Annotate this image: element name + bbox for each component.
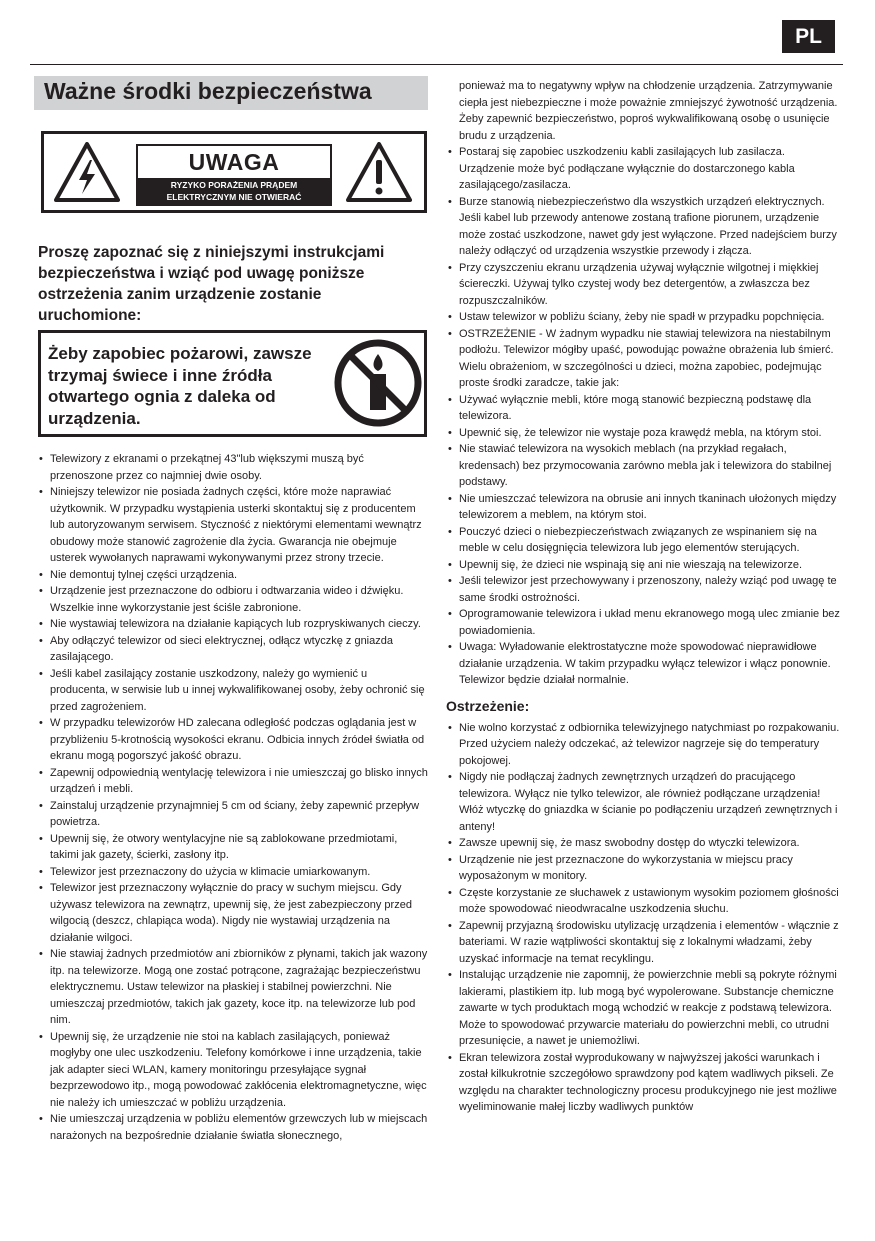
list-item: • Nie umieszczaj urządzenia w pobliżu elementów grzewczych lub w miejscach narażonych na bezpośrednie działanie światła słonecznego, <box>37 1111 428 1144</box>
list-item: • Upewnij się, że otwory wentylacyjne nie są zablokowane przedmiotami, takimi jak gazety, ścierki, zasłony itp. <box>37 831 428 864</box>
list-item: • Aby odłączyć telewizor od sieci elektrycznej, odłącz wtyczkę z gniazda zasilającego. <box>37 633 428 666</box>
language-badge: PL <box>782 20 835 53</box>
list-item: • Zainstaluj urządzenie przynajmniej 5 cm od ściany, żeby zapewnić przepływ powietrza. <box>37 798 428 831</box>
warning-subtitle <box>138 178 330 204</box>
list-item: • Jeśli telewizor jest przechowywany i przenoszony, należy wziąć pod uwagę te same środki ostrożności. <box>446 573 840 606</box>
list-item: • Częste korzystanie ze słuchawek z ustawionym wysokim poziomem głośności może spowodować nieodwracalne uszkodzenia słuchu. <box>446 885 840 918</box>
list-item: • Nie umieszczać telewizora na obrusie ani innych tkaninach ułożonych między telewizorem a meblem, na którym stoi. <box>446 491 840 524</box>
list-item: • Nie wystawiaj telewizora na działanie kapiących lub rozpryskiwanych cieczy. <box>37 616 428 633</box>
high-voltage-icon <box>54 142 120 202</box>
list-item: • Nie wolno korzystać z odbiornika telewizyjnego natychmiast po rozpakowaniu. Przed użyciem należy odczekać, aż telewizor nagrzeje się do temperatury pokojowej. <box>446 720 840 770</box>
safety-list-left <box>37 451 428 1144</box>
list-item: • Niniejszy telewizor nie posiada żadnych części, które może naprawiać użytkownik. W przypadku wystąpienia usterki skontaktuj się z producentem lub autoryzowanym serwisem. Styczność z niektórymi elementami wewnątrz obudowy może stanowić zagrożenie dla życia. Gwarancja nie obejmuje usterek wywołanych naprawami wykonywanymi przez strony trzecie. <box>37 484 428 567</box>
list-item: • Urządzenie jest przeznaczone do odbioru i odtwarzania wideo i dźwięku. Wszelkie inne wykorzystanie jest ściśle zabronione. <box>37 583 428 616</box>
list-item: • OSTRZEŻENIE - W żadnym wypadku nie stawiaj telewizora na niestabilnym podłożu. Telewizor mógłby upaść, powodując poważne obrażenia lub śmierć. Wielu obrażeniom, w szczególności u dzieci, można zapobiec, podejmując proste środki zaradcze, takie jak: <box>446 326 840 392</box>
list-item: • Ustaw telewizor w pobliżu ściany, żeby nie spadł w przypadku popchnięcia. <box>446 309 840 326</box>
no-open-flame-icon <box>333 338 423 428</box>
fire-warning-text: Żeby zapobiec pożarowi, zawsze trzymaj świece i inne źródła otwartego ognia z daleka od urządzenia. <box>48 344 312 428</box>
continued-text: ponieważ ma to negatywny wpływ na chłodzenie urządzenia. Zatrzymywanie ciepła jest niebezpieczne i może poważnie zmniejszyć żywotność urządzenia. Żeby zapewnić bezpieczeństwo, poproś wykwalifikowaną osobę o usunięcie brudu z urządzenia. <box>459 80 838 142</box>
list-item: • Telewizor jest przeznaczony wyłącznie do pracy w suchym miejscu. Gdy używasz telewizora na zewnątrz, upewnij się, że jest zabezpieczony przed wilgocią (deszcz, chlapiąca woda). Nigdy nie wystawiaj urządzenia na działanie wilgoci. <box>37 880 428 946</box>
list-item: • Instalując urządzenie nie zapomnij, że powierzchnie mebli są pokryte różnymi lakierami, plastikiem itp. lub mogą być wypolerowane. Substancje chemiczne zawarte w tych produktach mogą wchodzić w reakcje z podstawą telewizora. Może to spowodować przywarcie materiału do powierzchni mebli, co utrudni przesunięcie, a nawet je uniemożliwi. <box>446 967 840 1050</box>
list-item: • Nie stawiać telewizora na wysokich meblach (na przykład regałach, kredensach) bez przymocowania zarówno mebla jak i telewizora do stabilnej podstawy. <box>446 441 840 491</box>
warning-title: UWAGA <box>188 149 280 175</box>
list-item: • Urządzenie nie jest przeznaczone do wykorzystania w miejscu pracy wyposażonym w monitory. <box>446 852 840 885</box>
list-item: • Oprogramowanie telewizora i układ menu ekranowego mogą ulec zmianie bez powiadomienia. <box>446 606 840 639</box>
list-item: • Burze stanowią niebezpieczeństwo dla wszystkich urządzeń elektrycznych. Jeśli kabel lub przewody antenowe zostaną trafione piorunem, urządzenie może zostać uszkodzone, nawet gdy jest wyłączone. Przed nadejściem burzy należy odłączyć od urządzenia wszystkie przewody i złącza. <box>446 194 840 260</box>
list-item: • Uwaga: Wyładowanie elektrostatyczne może spowodować nieprawidłowe działanie urządzenia. W takim przypadku wyłącz telewizor i włącz ponownie. Telewizor będzie działał normalnie. <box>446 639 840 689</box>
exclamation-icon <box>346 142 412 202</box>
list-item: • Upewnij się, że dzieci nie wspinają się ani nie wieszają na telewizorze. <box>446 557 840 574</box>
list-item: • Nigdy nie podłączaj żadnych zewnętrznych urządzeń do pracującego telewizora. Wyłącz nie tylko telewizor, ale również podłączane urządzenia! Włóż wtyczkę do gniazdka w ścianie po podłączeniu urządzeń zewnętrznych i anteny! <box>446 769 840 835</box>
intro-text: Proszę zapoznać się z niniejszymi instrukcjami bezpieczeństwa i wziąć pod uwagę poniższe ostrzeżenia zanim urządzenie zostanie uruchomione: <box>38 244 385 324</box>
list-item: • Upewnij się, że urządzenie nie stoi na kablach zasilających, ponieważ mogłyby one ulec uszkodzeniu. Telefony komórkowe i inne urządzenia, takie jak adapter sieci WLAN, kamery monitoringu przesyłające sygnał bezprzewodowo itp., mogą powodować zakłócenia elektromagnetyczne, więc nie należy ich umieszczać w pobliżu urządzenia. <box>37 1029 428 1112</box>
warning-label <box>136 144 332 206</box>
list-item: • Używać wyłącznie mebli, które mogą stanowić bezpieczną podstawę dla telewizora. <box>446 392 840 425</box>
fire-warning-box <box>38 330 427 437</box>
list-item: • Zapewnij odpowiednią wentylację telewizora i nie umieszczaj go blisko innych urządzeń i mebli. <box>37 765 428 798</box>
header-divider <box>30 64 843 65</box>
left-column <box>37 451 428 1144</box>
list-item: • Pouczyć dzieci o niebezpieczeństwach związanych ze wspinaniem się na meble w celu dosięgnięcia telewizora lub jego elementów sterujących. <box>446 524 840 557</box>
list-item: • Zawsze upewnij się, że masz swobodny dostęp do wtyczki telewizora. <box>446 835 840 852</box>
list-item: • Upewnić się, że telewizor nie wystaje poza krawędź mebla, na którym stoi. <box>446 425 840 442</box>
list-item: • Nie stawiaj żadnych przedmiotów ani zbiorników z płynami, takich jak wazony itp. na telewizorze. Mogą one zostać potrącone, zagrażając bezpieczeństwu elektrycznemu. Ustaw telewizor na płaskiej i stabilnej powierzchni. Nie umieszczaj przedmiotów, takich jak gazety, koce itp. na telewizorze lub pod nim. <box>37 946 428 1029</box>
warning-panel <box>41 131 427 213</box>
list-item: • Telewizor jest przeznaczony do użycia w klimacie umiarkowanym. <box>37 864 428 881</box>
warning-line-2: ELEKTRYCZNYM NIE OTWIERAĆ <box>166 192 302 202</box>
list-item: • Zapewnij przyjazną środowisku utylizację urządzenia i elementów - włącznie z bateriami. W razie wątpliwości skontaktuj się z lokalnymi władzami, żeby uzyskać informacje na temat recyklingu. <box>446 918 840 968</box>
list-item: • Nie demontuj tylnej części urządzenia. <box>37 567 428 584</box>
caution-heading: Ostrzeżenie: <box>446 697 530 714</box>
safety-list-right <box>446 144 840 689</box>
list-item: • Telewizory z ekranami o przekątnej 43"lub większymi muszą być przenoszone przez co najmniej dwie osoby. <box>37 451 428 484</box>
caution-list <box>446 720 840 1116</box>
list-item: • Ekran telewizora został wyprodukowany w najwyższej jakości warunkach i został kilkukrotnie szczegółowo sprawdzony pod kątem wadliwych pikseli. Ze względu na charakter technologiczny procesu produkcyjnego nie jest możliwe wyeliminowanie małej liczby wadliwych punktów <box>446 1050 840 1116</box>
list-item: • W przypadku telewizorów HD zalecana odległość podczas oglądania jest w przybliżeniu 5-krotnością wysokości ekranu. Odbicia innych źródeł światła od ekranu mogą pogorszyć jakość obrazu. <box>37 715 428 765</box>
list-item: • Jeśli kabel zasilający zostanie uszkodzony, należy go wymienić u producenta, w serwisie lub u innej wykwalifikowanej osoby, żeby ochronić się przed zagrożeniem. <box>37 666 428 716</box>
page-title: Ważne środki bezpieczeństwa <box>44 78 372 104</box>
list-item: • Postaraj się zapobiec uszkodzeniu kabli zasilających lub zasilacza. Urządzenie może być podłączane wyłącznie do dostarczonego kabla zasilającego/zasilacza. <box>446 144 840 194</box>
warning-line-1: RYZYKO PORAŻENIA PRĄDEM <box>170 180 298 190</box>
list-item: • Przy czyszczeniu ekranu urządzenia używaj wyłącznie wilgotnej i miękkiej ściereczki. Używaj tylko czystej wody bez detergentów, a zwłaszcza bez rozpuszczalników. <box>446 260 840 310</box>
title-bar <box>34 76 428 110</box>
right-column <box>446 78 840 1116</box>
